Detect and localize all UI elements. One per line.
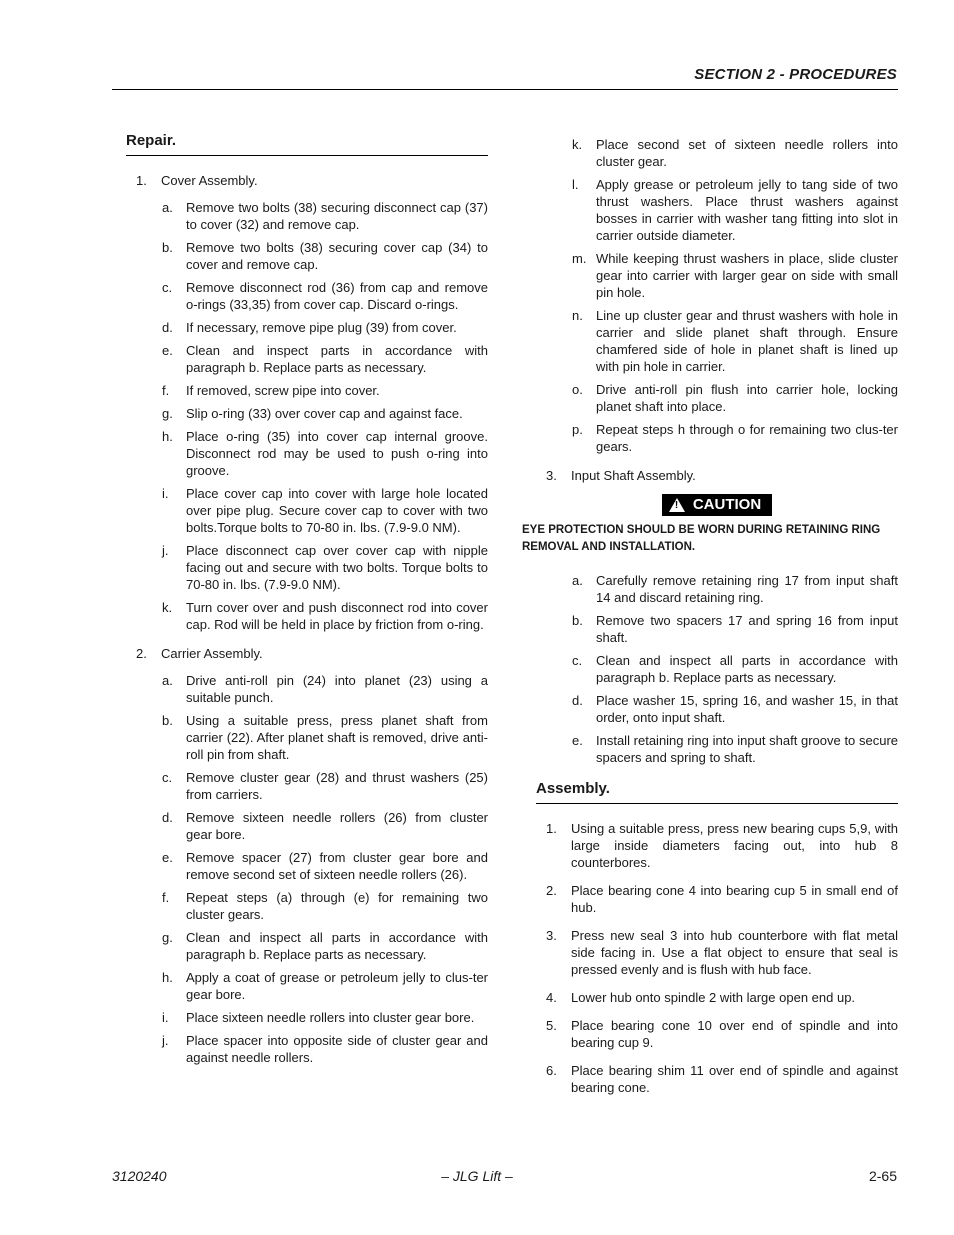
- list-item: [162, 712, 488, 763]
- item-letter: c.: [162, 280, 173, 295]
- section-header: SECTION 2 - PROCEDURES: [694, 66, 897, 83]
- item-text: Place sixteen needle rollers into cluster gear bore.: [186, 1010, 475, 1025]
- assembly-steps: [536, 820, 898, 1096]
- step-2: [126, 645, 488, 662]
- item-text: Drive anti-roll pin (24) into planet (23) using a suitable punch.: [186, 673, 488, 705]
- step-title: Cover Assembly.: [161, 173, 258, 188]
- footer-brand: – JLG Lift –: [441, 1168, 513, 1184]
- item-letter: n.: [572, 308, 583, 323]
- step-number: 4.: [546, 990, 557, 1005]
- list-item: [162, 428, 488, 479]
- list-item: [162, 239, 488, 273]
- item-text: Using a suitable press, press planet shaft from carrier (22). After planet shaft is removed, drive anti-roll pin from shaft.: [186, 713, 488, 762]
- item-letter: o.: [572, 382, 583, 397]
- item-text: While keeping thrust washers in place, slide cluster gear into carrier with larger gear on side with small pin hole.: [596, 251, 898, 300]
- left-column: [126, 132, 488, 1078]
- list-item: [572, 652, 898, 686]
- item-letter: i.: [162, 486, 169, 501]
- list-item: [162, 199, 488, 233]
- item-letter: j.: [162, 543, 169, 558]
- header-rule: [112, 89, 898, 90]
- item-letter: d.: [162, 320, 173, 335]
- warning-triangle-icon: !: [669, 498, 685, 512]
- list-item: [162, 849, 488, 883]
- list-item: [162, 889, 488, 923]
- item-letter: e.: [572, 733, 583, 748]
- item-letter: g.: [162, 406, 173, 421]
- list-item: [162, 969, 488, 1003]
- item-text: Install retaining ring into input shaft groove to secure spacers and spring to shaft.: [596, 733, 898, 765]
- assembly-step: [536, 927, 898, 978]
- item-letter: h.: [162, 429, 173, 444]
- item-text: Remove disconnect rod (36) from cap and remove o-rings (33,35) from cover cap. Discard o-rings.: [186, 280, 488, 312]
- item-letter: m.: [572, 251, 587, 266]
- list-item: [572, 250, 898, 301]
- list-item: [162, 319, 488, 336]
- list-item: [572, 307, 898, 375]
- list-item: [572, 381, 898, 415]
- item-letter: i.: [162, 1010, 169, 1025]
- item-text: Slip o-ring (33) over cover cap and against face.: [186, 406, 463, 421]
- step-text: Lower hub onto spindle 2 with large open end up.: [571, 990, 856, 1005]
- item-text: Carefully remove retaining ring 17 from input shaft 14 and discard retaining ring.: [596, 573, 898, 605]
- step-number: 2.: [546, 883, 557, 898]
- item-text: Line up cluster gear and thrust washers with hole in carrier and slide planet shaft through. Ensure chamfered side of hole in planet shaft is lined up with pin hole in carrier.: [596, 308, 898, 374]
- item-letter: b.: [162, 240, 173, 255]
- doc-number: 3120240: [112, 1168, 167, 1184]
- item-text: Repeat steps h through o for remaining two clus-ter gears.: [596, 422, 898, 454]
- item-text: Repeat steps (a) through (e) for remaining two cluster gears.: [186, 890, 488, 922]
- assembly-step: [536, 1062, 898, 1096]
- list-item: [572, 692, 898, 726]
- assembly-heading: Assembly.: [536, 780, 898, 804]
- item-text: Turn cover over and push disconnect rod into cover cap. Rod will be held in place by friction from o-ring.: [186, 600, 488, 632]
- list-item: [572, 732, 898, 766]
- item-letter: k.: [162, 600, 173, 615]
- carrier-assembly-list-continued: [572, 136, 898, 455]
- list-item: [162, 599, 488, 633]
- item-letter: l.: [572, 177, 579, 192]
- list-item: [572, 136, 898, 170]
- caution-badge: [662, 494, 772, 516]
- step-number: 2.: [136, 646, 147, 661]
- input-shaft-list: [572, 572, 898, 766]
- step-3: [536, 467, 898, 484]
- item-letter: a.: [572, 573, 583, 588]
- item-text: Remove spacer (27) from cluster gear bore and remove second set of sixteen needle rollers (26).: [186, 850, 488, 882]
- list-item: [162, 672, 488, 706]
- item-text: If removed, screw pipe into cover.: [186, 383, 380, 398]
- list-item: [162, 279, 488, 313]
- item-letter: h.: [162, 970, 173, 985]
- right-column: [522, 136, 898, 1107]
- item-text: Apply grease or petroleum jelly to tang side of two thrust washers. Place thrust washers against bosses in carrier with washer tang fitting into slot in carrier outside diameter.: [596, 177, 898, 243]
- step-text: Using a suitable press, press new bearing cups 5,9, with large inside diameters facing out, into hub 8 counterbores.: [571, 821, 898, 870]
- list-item: [162, 405, 488, 422]
- item-text: Place second set of sixteen needle rollers into cluster gear.: [596, 137, 898, 169]
- item-text: Drive anti-roll pin flush into carrier hole, locking planet shaft into place.: [596, 382, 898, 414]
- step-title: Input Shaft Assembly.: [571, 468, 696, 483]
- step-text: Place bearing shim 11 over end of spindle and against bearing cone.: [571, 1063, 898, 1095]
- list-item: [162, 809, 488, 843]
- item-text: Remove sixteen needle rollers (26) from cluster gear bore.: [186, 810, 488, 842]
- item-text: Apply a coat of grease or petroleum jelly to clus-ter gear bore.: [186, 970, 488, 1002]
- item-letter: c.: [162, 770, 173, 785]
- assembly-step: [536, 882, 898, 916]
- item-text: Clean and inspect parts in accordance with paragraph b. Replace parts as necessary.: [186, 343, 488, 375]
- repair-heading: Repair.: [126, 132, 488, 156]
- item-letter: g.: [162, 930, 173, 945]
- item-letter: d.: [572, 693, 583, 708]
- step-number: 3.: [546, 468, 557, 483]
- item-text: If necessary, remove pipe plug (39) from cover.: [186, 320, 457, 335]
- list-item: [572, 421, 898, 455]
- item-letter: j.: [162, 1033, 169, 1048]
- step-number: 6.: [546, 1063, 557, 1078]
- item-text: Remove cluster gear (28) and thrust washers (25) from carriers.: [186, 770, 488, 802]
- item-letter: d.: [162, 810, 173, 825]
- list-item: [162, 382, 488, 399]
- item-text: Place o-ring (35) into cover cap internal groove. Disconnect rod may be used to push o-ring into groove.: [186, 429, 488, 478]
- item-letter: f.: [162, 383, 170, 398]
- item-letter: e.: [162, 850, 173, 865]
- item-letter: b.: [162, 713, 173, 728]
- step-text: Place bearing cone 4 into bearing cup 5 in small end of hub.: [571, 883, 898, 915]
- assembly-step: [536, 1017, 898, 1051]
- step-number: 3.: [546, 928, 557, 943]
- item-letter: c.: [572, 653, 583, 668]
- page-number: 2-65: [868, 1168, 897, 1184]
- step-title: Carrier Assembly.: [161, 646, 263, 661]
- item-text: Remove two bolts (38) securing cover cap (34) to cover and remove cap.: [186, 240, 488, 272]
- step-text: Press new seal 3 into hub counterbore with flat metal side facing in. Use a flat object to ensure that seal is pressed evenly and is flush with hub face.: [571, 928, 898, 977]
- cover-assembly-list: [162, 199, 488, 633]
- item-letter: f.: [162, 890, 170, 905]
- item-text: Place cover cap into cover with large hole located over pipe plug. Secure cover cap to cover with two bolts.Torque bolts to 70-80 in. lbs. (7.9-9.0 NM).: [186, 486, 488, 535]
- item-letter: k.: [572, 137, 583, 152]
- assembly-step: [536, 820, 898, 871]
- caution-label: CAUTION: [692, 496, 762, 513]
- item-letter: b.: [572, 613, 583, 628]
- step-number: 1.: [546, 821, 557, 836]
- list-item: [162, 929, 488, 963]
- item-text: Clean and inspect all parts in accordance with paragraph b. Replace parts as necessary.: [186, 930, 488, 962]
- list-item: [162, 342, 488, 376]
- step-text: Place bearing cone 10 over end of spindle and into bearing cup 9.: [571, 1018, 898, 1050]
- step-1: [126, 172, 488, 189]
- item-letter: a.: [162, 200, 173, 215]
- list-item: [572, 572, 898, 606]
- step-number: 1.: [136, 173, 147, 188]
- item-text: Remove two bolts (38) securing disconnect cap (37) to cover (32) and remove cap.: [186, 200, 488, 232]
- caution-block: [536, 494, 898, 516]
- list-item: [572, 612, 898, 646]
- item-text: Place washer 15, spring 16, and washer 15, in that order, onto input shaft.: [596, 693, 898, 725]
- carrier-assembly-list: [162, 672, 488, 1066]
- list-item: [162, 1032, 488, 1066]
- item-letter: a.: [162, 673, 173, 688]
- list-item: [162, 769, 488, 803]
- caution-text: EYE PROTECTION SHOULD BE WORN DURING RETAINING RING REMOVAL AND INSTALLATION.: [522, 524, 881, 553]
- item-text: Place spacer into opposite side of cluster gear and against needle rollers.: [186, 1033, 488, 1065]
- list-item: [162, 542, 488, 593]
- list-item: [162, 485, 488, 536]
- item-text: Remove two spacers 17 and spring 16 from input shaft.: [596, 613, 898, 645]
- list-item: [572, 176, 898, 244]
- list-item: [162, 1009, 488, 1026]
- item-letter: e.: [162, 343, 173, 358]
- item-text: Clean and inspect all parts in accordance with paragraph b. Replace parts as necessary.: [596, 653, 898, 685]
- step-number: 5.: [546, 1018, 557, 1033]
- item-text: Place disconnect cap over cover cap with nipple facing out and secure with two bolts. Torque bolts to 70-80 in. lbs. (7.9-9.0 NM).: [186, 543, 488, 592]
- assembly-step: [536, 989, 898, 1006]
- item-letter: p.: [572, 422, 583, 437]
